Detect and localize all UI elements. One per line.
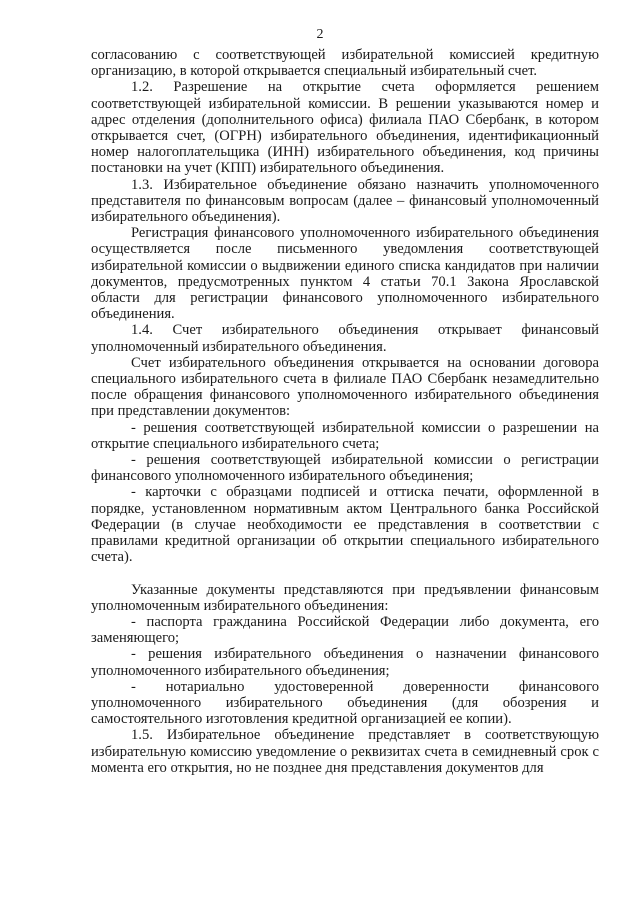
page-number: 2 [316,27,324,42]
paragraph: 1.5. Избирательное объединение представляет в соответствующую избирательную комиссию уведомление о реквизитах счета в семидневный срок с момента его открытия, но не позднее дня представления документов для [91,727,599,776]
paragraph: Указанные документы представляются при предъявлении финансовым уполномоченным избирательного объединения: [91,581,599,614]
document-body [91,47,599,776]
paragraph: 1.3. Избирательное объединение обязано назначить уполномоченного представителя по финансовым вопросам (далее – финансовый уполномоченный избирательного объединения). [91,176,599,226]
paragraph: 1.4. Счет избирательного объединения открывает финансовый уполномоченный избирательного объединения. [91,322,599,355]
list-item: - карточки с образцами подписей и оттиска печати, оформленной в порядке, установленном нормативным актом Центрального банка Российской Федерации (в случае необходимости ее представления в соответствии с правилами кредитной организации об открытии специального избирательного счета). [91,484,599,566]
paragraph: 1.2. Разрешение на открытие счета оформляется решением соответствующей избирательной комиссии. В решении указываются номер и адрес отделения (дополнительного офиса) филиала ПАО Сбербанк, в котором открывается счет, (ОГРН) избирательного объединения, идентификационный номер налогоплательщика (ИНН) избирательного объединения, код причины постановки на учет (КПП) избирательного объединения. [91,79,599,177]
list-item: - паспорта гражданина Российской Федерации либо документа, его заменяющего; [91,613,599,647]
list-item: - решения соответствующей избирательной комиссии о регистрации финансового уполномоченного избирательного объединения; [91,452,599,485]
list-item: - решения избирательного объединения о назначении финансового уполномоченного избирательного объединения; [91,646,599,679]
list-item: - нотариально удостоверенной доверенности финансового уполномоченного избирательного объединения (для обозрения и самостоятельного изготовления кредитной организацией ее копии). [91,678,599,728]
paragraph: Регистрация финансового уполномоченного избирательного объединения осуществляется после письменного уведомления соответствующей избирательной комиссии о выдвижении единого списка кандидатов при наличии документов, предусмотренных пунктом 4 статьи 70.1 Закона Ярославской области для регистрации финансового уполномоченного избирательного объединения. [91,225,599,323]
paragraph: согласованию с соответствующей избирательной комиссией кредитную организацию, в которой открывается специальный избирательный счет. [91,47,599,80]
list-item: - решения соответствующей избирательной комиссии о разрешении на открытие специального избирательного счета; [91,419,599,452]
paragraph: Счет избирательного объединения открывается на основании договора специального избирательного счета в филиале ПАО Сбербанк незамедлительно после обращения финансового уполномоченного избирательного объединения при представлении документов: [91,354,599,420]
